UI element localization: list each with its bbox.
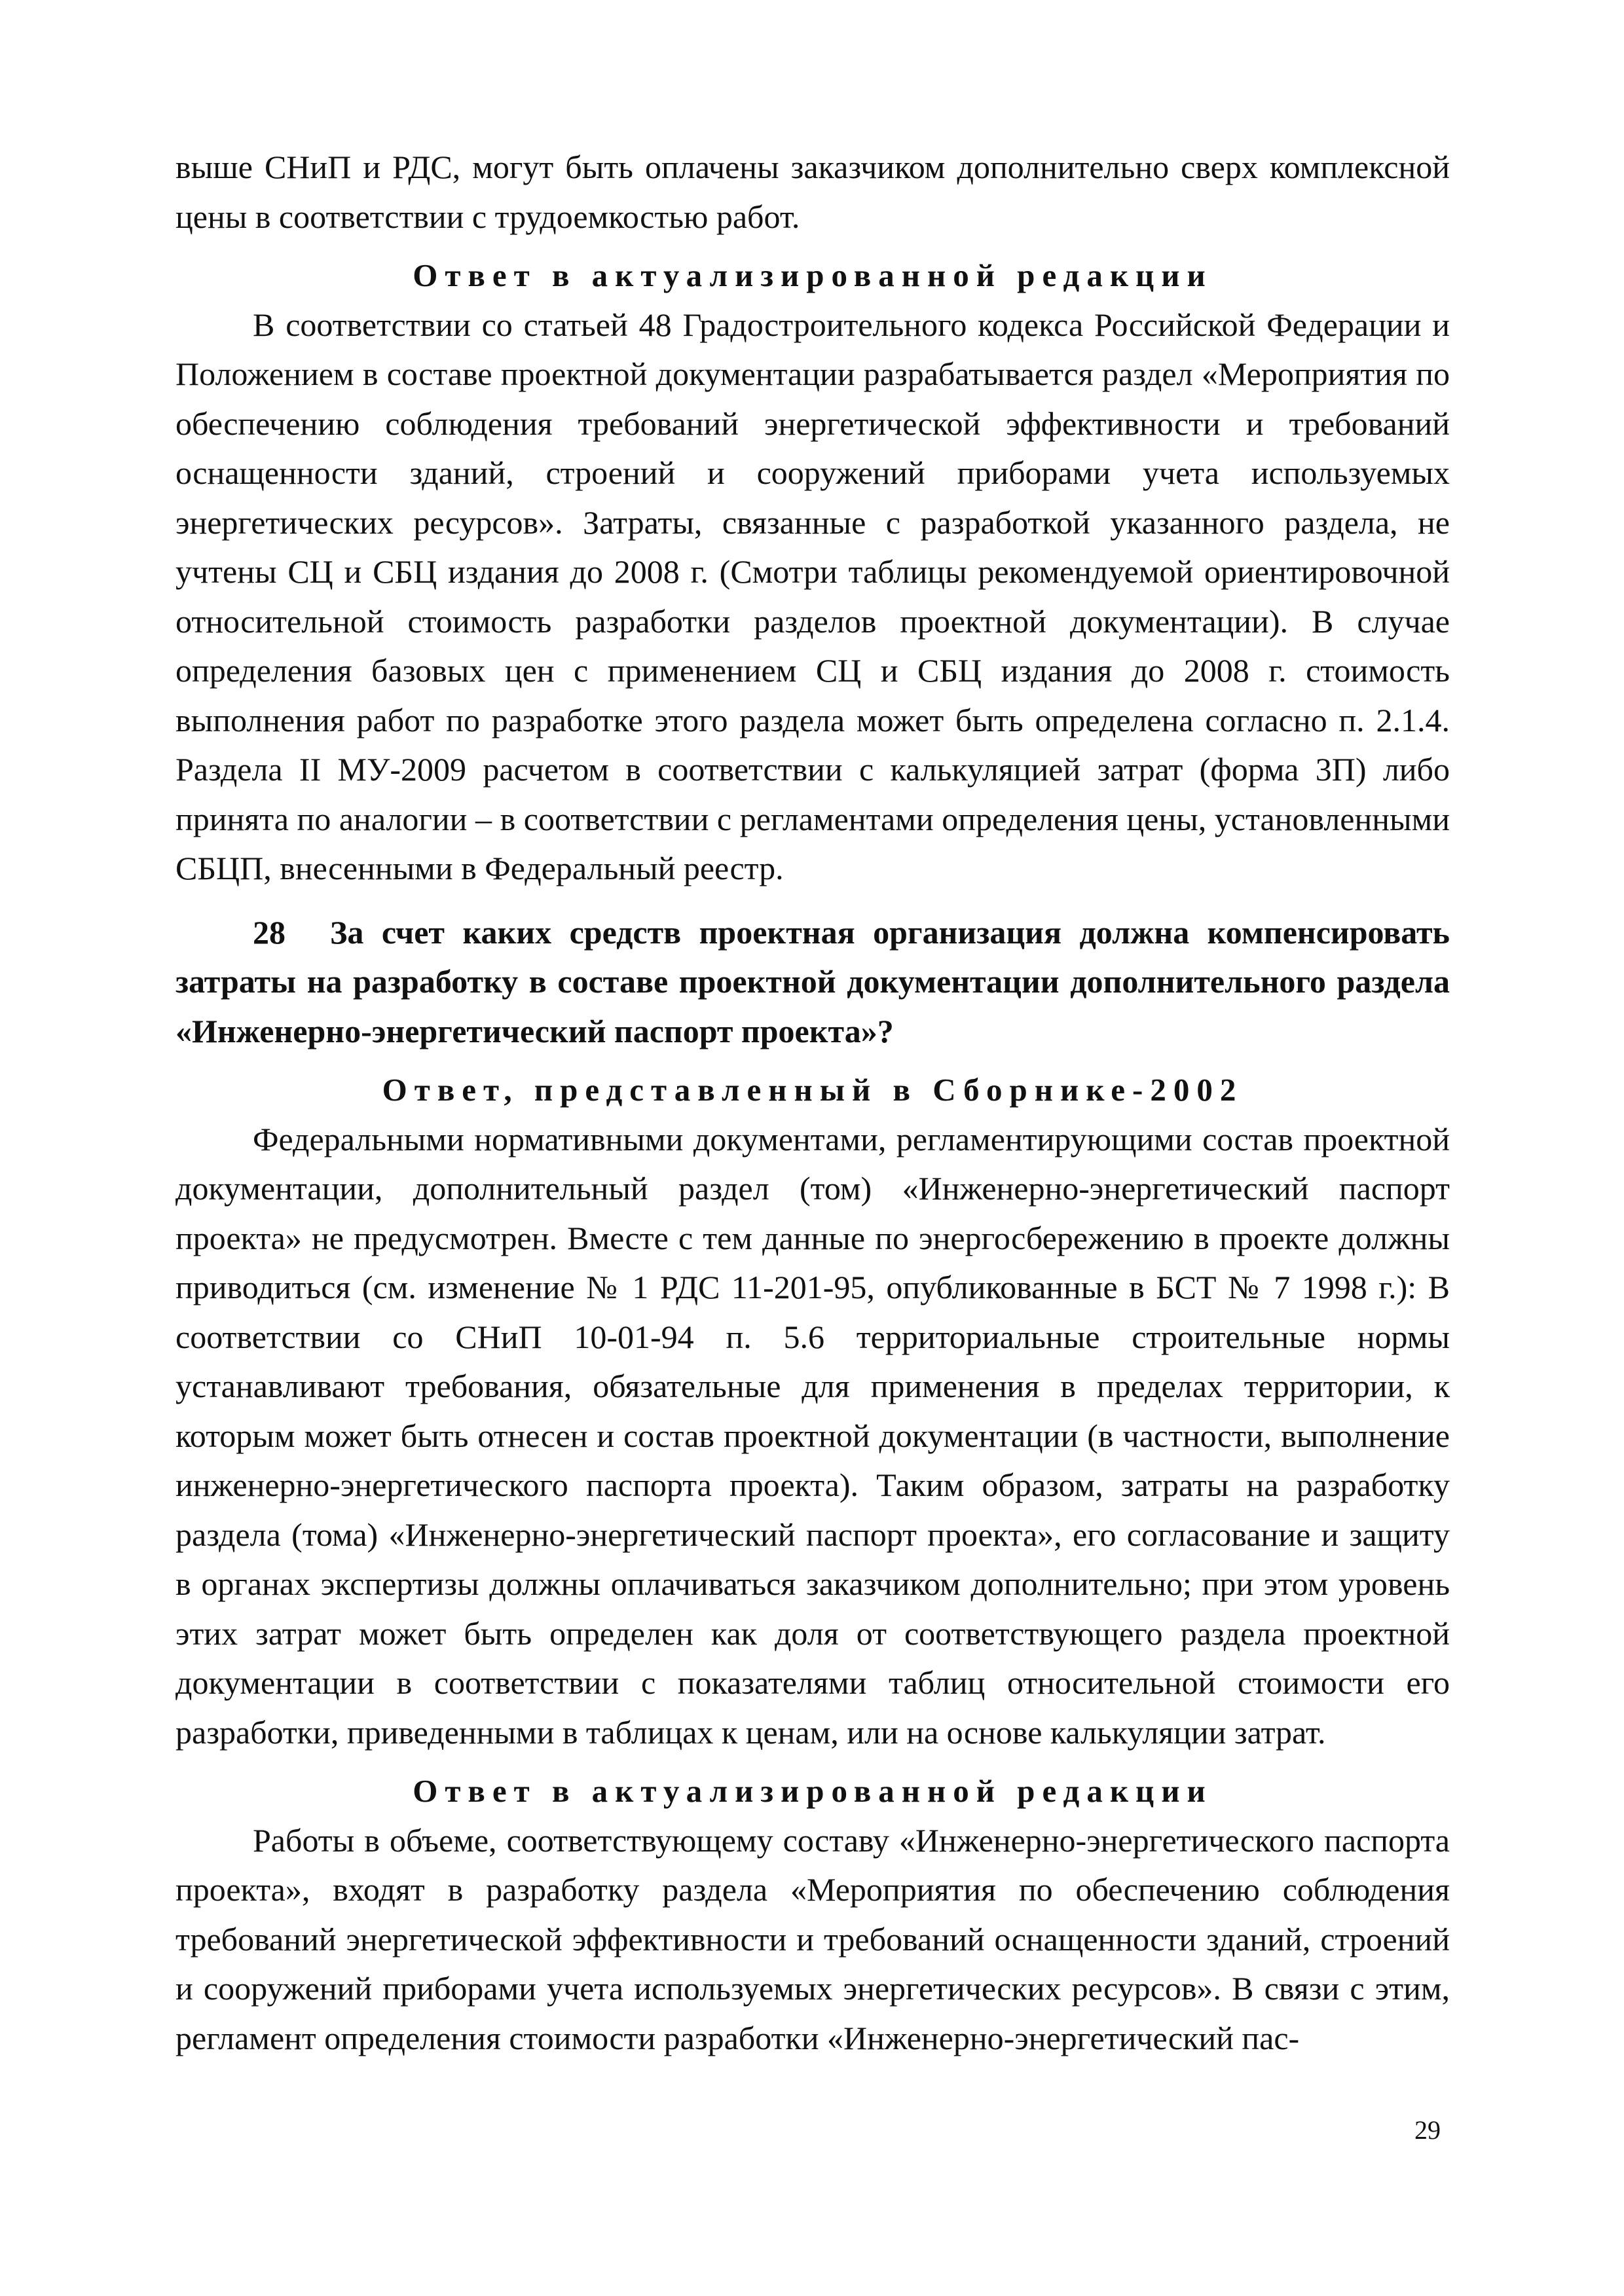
answer-paragraph-updated: В соответствии со статьей 48 Градостроительного кодекса Российской Федерации и Положением в составе проектной документации разрабатывается раздел «Мероприятия по обеспечению соблюдения требований энергетической эффективности и требований оснащенности зданий, строений и сооружений приборами учета используемых энергетических ресурсов». Затраты, связанные с разработкой указанного раздела, не учтены СЦ и СБЦ издания до 2008 г. (Смотри таблицы рекомендуемой ориентировочной относительной стоимость разработки разделов проектной документации). В случае определения базовых цен с применением СЦ и СБЦ издания до 2008 г. стоимость выполнения работ по разработке этого раздела может быть определена согласно п. 2.1.4. Раздела II МУ-2009 расчетом в соответствии с калькуляцией затрат (форма 3П) либо принята по аналогии – в соответствии с регламентами определения цены, установленными СБЦП, внесенными в Федеральный реестр.: [175, 306, 1450, 886]
page-body: [175, 143, 1450, 2063]
question-text: За счет каких средств проектная организация должна компенсировать затраты на разработку в составе проектной документации дополнительного раздела «Инженерно-энергетический паспорт проекта»?: [175, 913, 1450, 1049]
section-heading-updated-answer-2: Ответ в актуализированной редакции: [413, 1773, 1213, 1809]
question-28: [175, 908, 1450, 1057]
answer-paragraph-updated-2: Работы в объеме, соответствующему составу «Инженерно-энергетического паспорта проекта», входят в разработку раздела «Мероприятия по обеспечению соблюдения требований энергетической эффективности и требований оснащенности зданий, строений и сооружений приборами учета используемых энергетических ресурсов». В связи с этим, регламент определения стоимости разработки «Инженерно-энергетический пас-: [175, 1821, 1450, 2056]
page-number: 29: [1414, 2115, 1441, 2145]
section-heading-updated-answer: Ответ в актуализированной редакции: [413, 257, 1213, 293]
section-heading-2002-answer: Ответ, представленный в Сборнике-2002: [382, 1072, 1244, 1108]
answer-paragraph-2002: Федеральными нормативными документами, регламентирующими состав проектной документации, дополнительный раздел (том) «Инженерно-энергетический паспорт проекта» не предусмотрен. Вместе с тем данные по энергосбережению в проекте должны приводиться (см. изменение № 1 РДС 11-201-95, опубликованные в БСТ № 7 1998 г.): В соответствии со СНиП 10-01-94 п. 5.6 территориальные строительные нормы устанавливают требования, обязательные для применения в пределах территории, к которым может быть отнесен и состав проектной документации (в частности, выполнение инженерно-энергетического паспорта проекта). Таким образом, затраты на разработку раздела (тома) «Инженерно-энергетический паспорт проекта», его согласование и защиту в органах экспертизы должны оплачиваться заказчиком дополнительно; при этом уровень этих затрат может быть определен как доля от соответствующего раздела проектной документации в соответствии с показателями таблиц относительной стоимости его разработки, приведенными в таблицах к ценам, или на основе калькуляции затрат.: [175, 1120, 1450, 1751]
question-number: 28: [253, 913, 286, 951]
intro-paragraph-tail: выше СНиП и РДС, могут быть оплачены заказчиком дополнительно сверх комплексной цены в соответствии с трудоемкостью работ.: [175, 149, 1450, 235]
